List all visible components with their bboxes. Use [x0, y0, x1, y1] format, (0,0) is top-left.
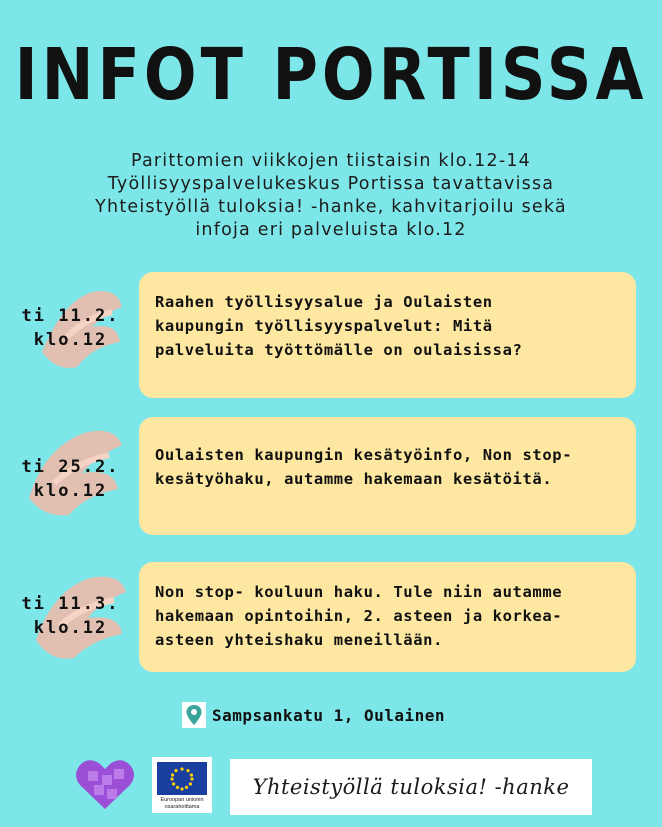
- event-day: ti 25.2.: [21, 457, 120, 477]
- event-desc-line: Raahen työllisyysalue ja Oulaisten: [155, 293, 493, 311]
- eu-logo: [152, 757, 212, 813]
- event-desc-line: palveluita työttömälle on oulaisissa?: [155, 341, 523, 359]
- eu-caption-line: osarahoittama: [164, 804, 200, 810]
- intro-line: Parittomien viikkojen tiistaisin klo.12-14: [130, 151, 531, 171]
- event-desc-line: Non stop- kouluun haku. Tule niin autamme: [155, 583, 563, 601]
- heart-puzzle-logo: [74, 757, 136, 811]
- intro-text: [20, 150, 642, 242]
- page-title: INFOT PORTISSA: [14, 32, 648, 117]
- event-card: [139, 417, 636, 535]
- event-time: klo.12: [33, 618, 108, 638]
- location-pin-icon: [182, 702, 206, 728]
- event-time: klo.12: [33, 481, 108, 501]
- hanke-logo: [230, 759, 592, 815]
- event-desc-line: hakemaan opintoihin, 2. asteen ja korkea-: [155, 607, 563, 625]
- intro-line: Työllisyyspalvelukeskus Portissa tavattavissa: [107, 174, 555, 194]
- event-card: [139, 562, 636, 672]
- intro-line: Yhteistyöllä tuloksia! -hanke, kahvitarjoilu sekä: [95, 197, 567, 217]
- address: [182, 702, 445, 728]
- event-desc-line: kesätyöhaku, autamme hakemaan kesätöitä.: [155, 470, 553, 488]
- event-desc-line: Oulaisten kaupungin kesätyöinfo, Non stop-: [155, 446, 573, 464]
- event-day: ti 11.3.: [21, 594, 120, 614]
- event-desc-line: asteen yhteishaku meneillään.: [155, 631, 444, 649]
- event-date: [8, 455, 133, 503]
- event-day: ti 11.2.: [21, 306, 120, 326]
- event-desc-line: kaupungin työllisyyspalvelut: Mitä: [155, 317, 493, 335]
- address-text: Sampsankatu 1, Oulainen: [212, 705, 446, 725]
- event-card: [139, 272, 636, 398]
- eu-caption: [154, 797, 210, 811]
- eu-caption-line: Euroopan unionin: [160, 797, 204, 803]
- hanke-label: Yhteistyöllä tuloksia! -hanke: [252, 775, 570, 799]
- event-time: klo.12: [33, 330, 108, 350]
- eu-flag-icon: [157, 762, 207, 795]
- intro-line: infoja eri palveluista klo.12: [195, 220, 467, 240]
- event-date: [8, 592, 133, 640]
- event-date: [8, 304, 133, 352]
